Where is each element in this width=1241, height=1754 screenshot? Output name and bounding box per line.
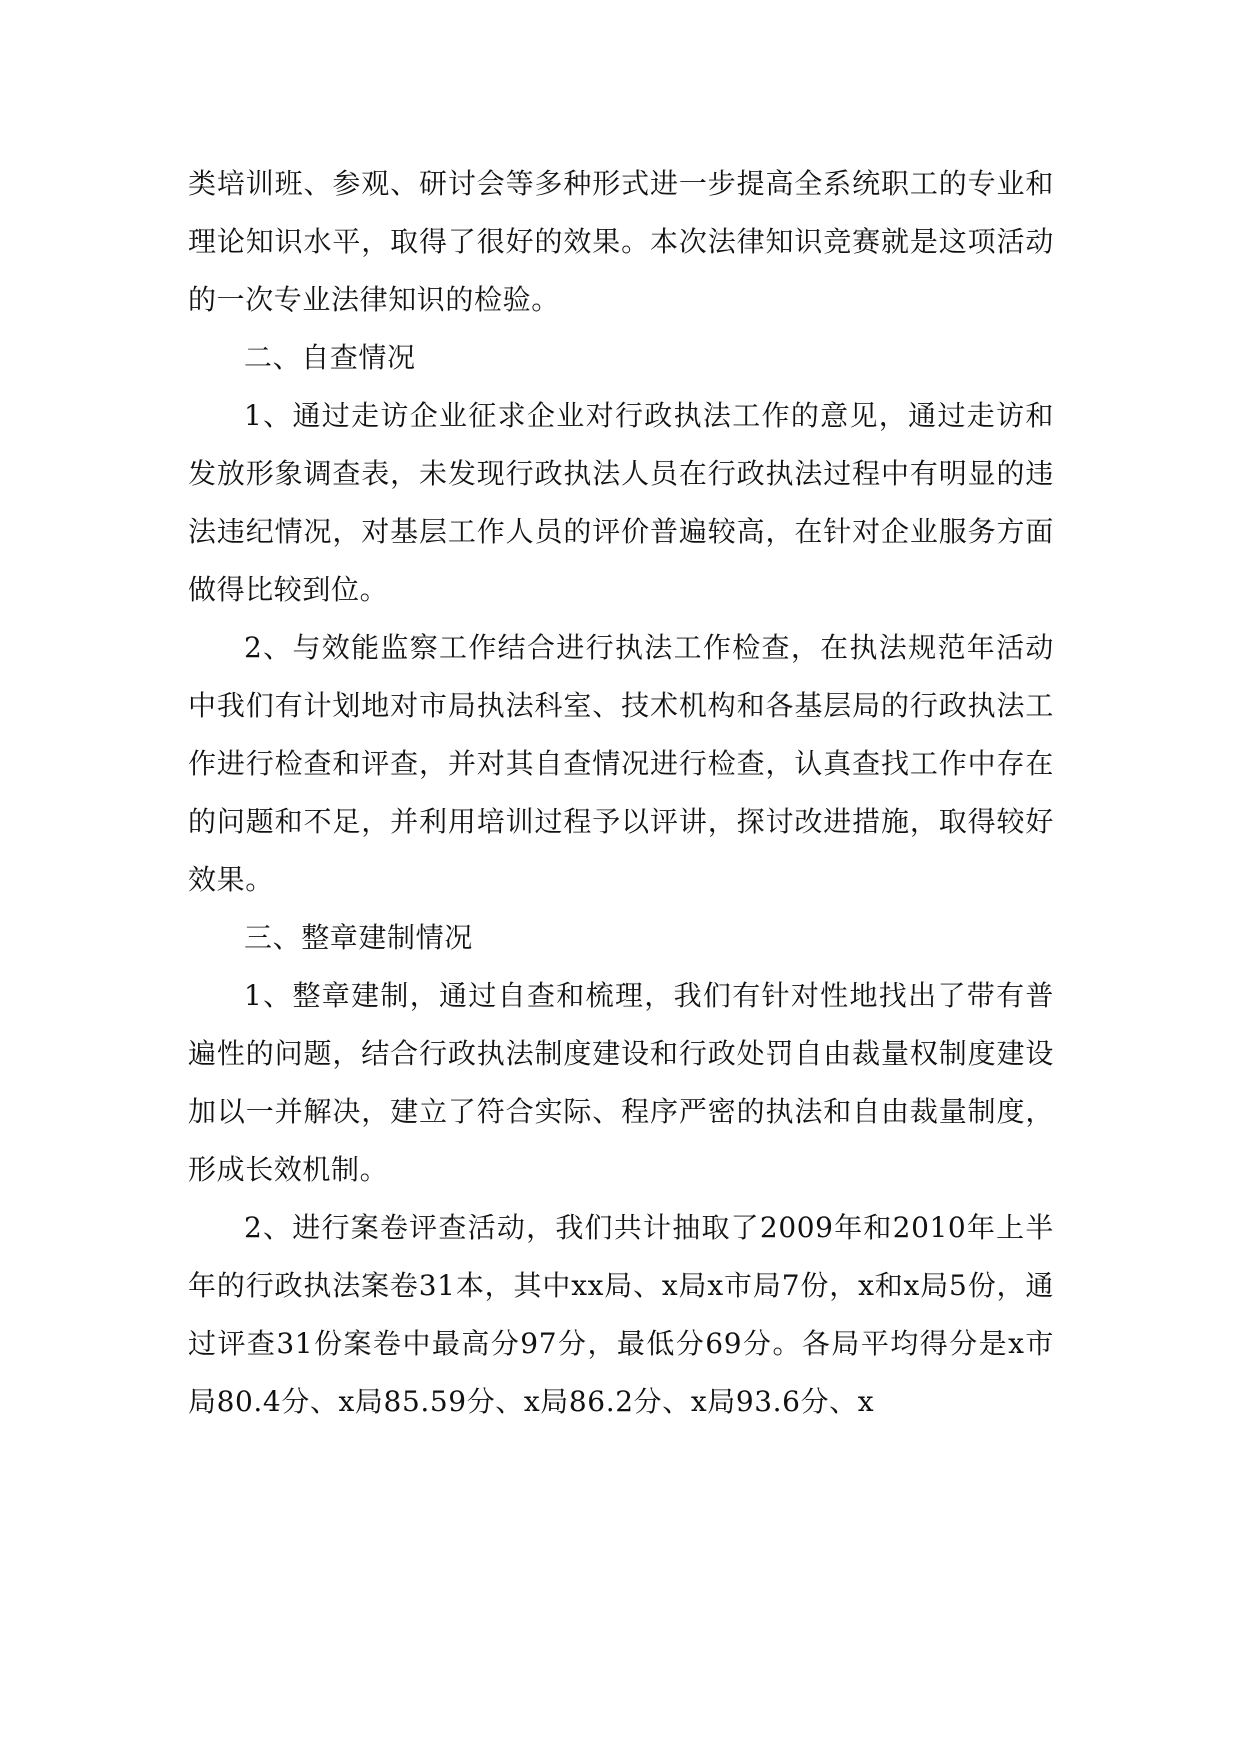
section-heading-self-inspection: 二、自查情况 <box>244 341 416 374</box>
paragraph-case-file-review: 2、进行案卷评查活动，我们共计抽取了2009年和2010年上半年的行政执法案卷31本，其中xx局、x局x市局7份，x和x局5份，通过评查31份案卷中最高分97分，最低分69分。各局平均得分是x市局80.4分、x局85.59分、x局86.2分、x局93.6分、x <box>188 1211 1054 1418</box>
paragraph-enterprise-visits: 1、通过走访企业征求企业对行政执法工作的意见，通过走访和发放形象调查表，未发现行政执法人员在行政执法过程中有明显的违法违纪情况，对基层工作人员的评价普遍较高，在针对企业服务方面做得比较到位。 <box>188 399 1054 606</box>
section-heading-rules-system: 三、整章建制情况 <box>244 921 473 954</box>
paragraph-efficiency-supervision: 2、与效能监察工作结合进行执法工作检查，在执法规范年活动中我们有计划地对市局执法科室、技术机构和各基层局的行政执法工作进行检查和评查，并对其自查情况进行检查，认真查找工作中存在的问题和不足，并利用培训过程予以评讲，探讨改进措施，取得较好效果。 <box>188 631 1054 896</box>
document-body <box>188 155 1054 1431</box>
paragraph-training-continuation: 类培训班、参观、研讨会等多种形式进一步提高全系统职工的专业和理论知识水平，取得了很好的效果。本次法律知识竞赛就是这项活动的一次专业法律知识的检验。 <box>188 167 1054 316</box>
paragraph-rules-building: 1、整章建制，通过自查和梳理，我们有针对性地找出了带有普遍性的问题，结合行政执法制度建设和行政处罚自由裁量权制度建设加以一并解决，建立了符合实际、程序严密的执法和自由裁量制度，形成长效机制。 <box>188 979 1054 1186</box>
